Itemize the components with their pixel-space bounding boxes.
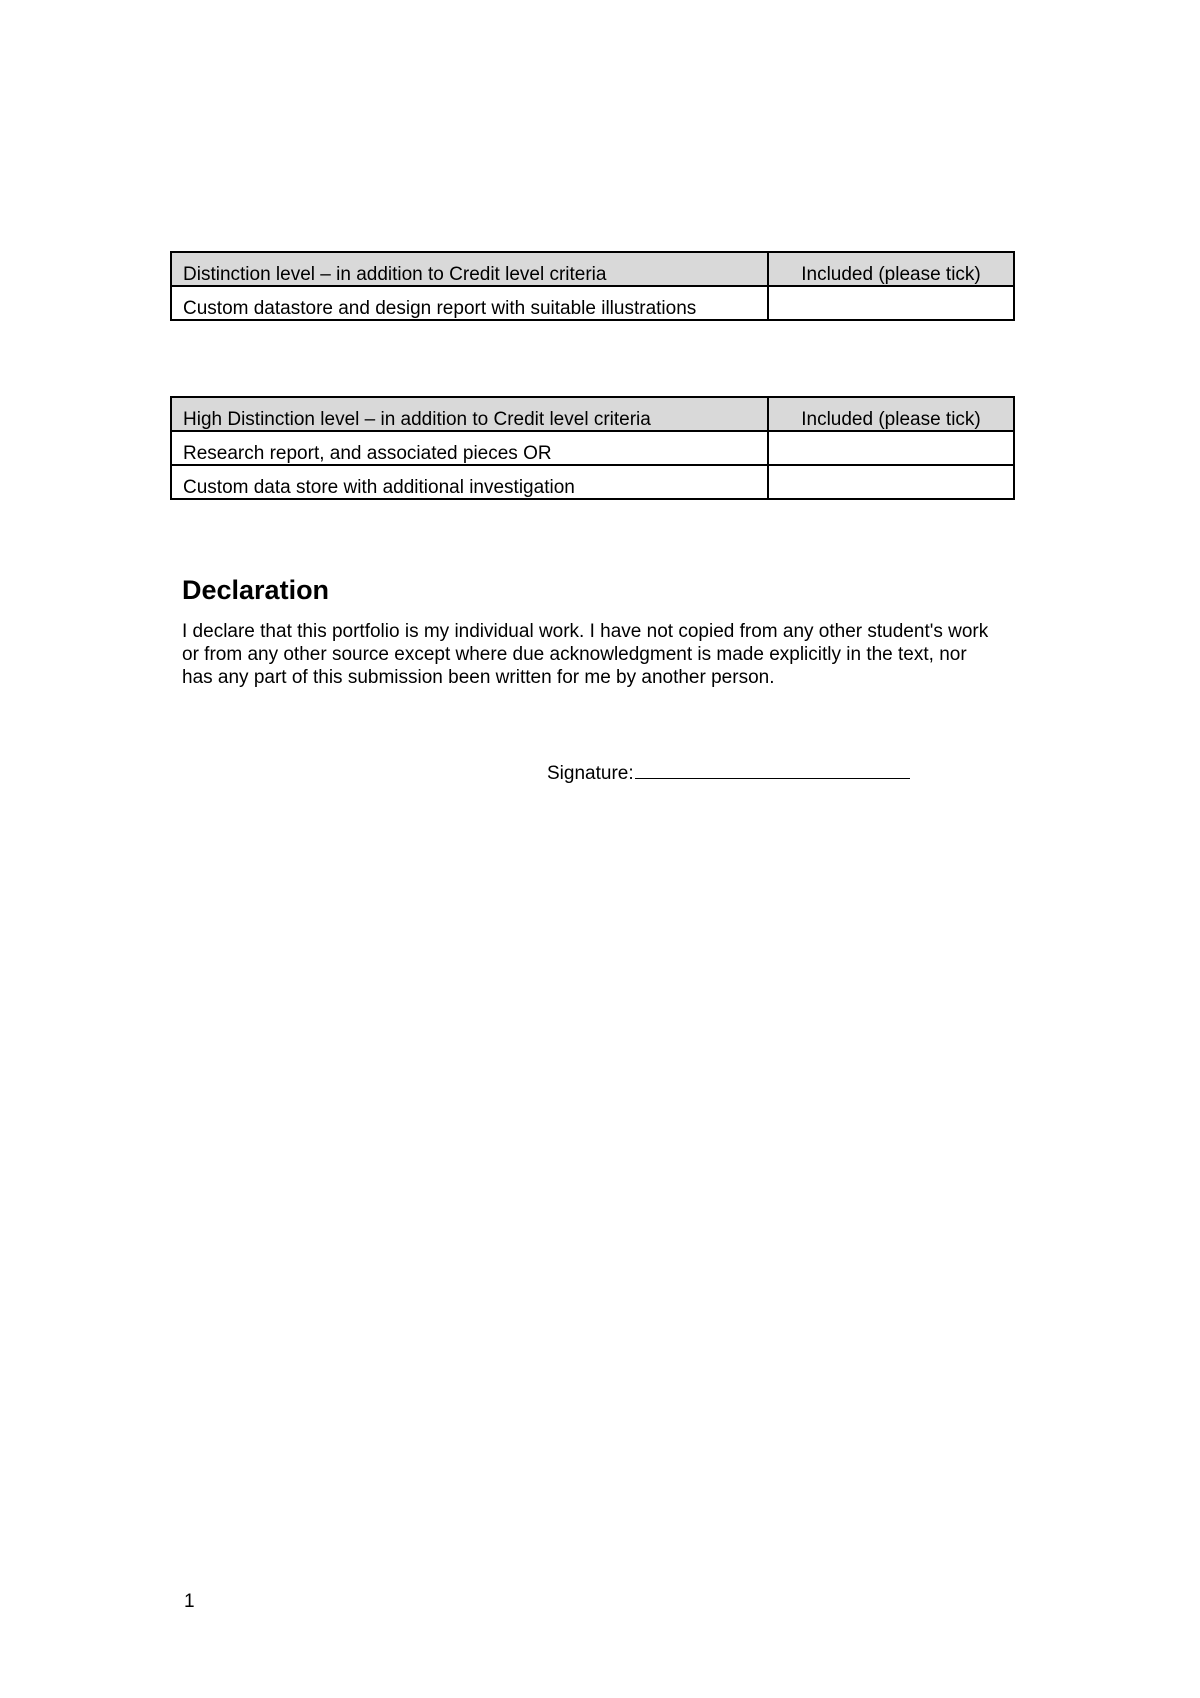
table-header-row: [171, 252, 1014, 286]
criteria-cell: Custom data store with additional investigation: [171, 465, 768, 499]
table-row: [171, 465, 1014, 499]
table-row: [171, 431, 1014, 465]
included-header-cell: Included (please tick): [768, 397, 1014, 431]
criteria-cell: Custom datastore and design report with suitable illustrations: [171, 286, 768, 320]
signature-block: [547, 760, 910, 785]
criteria-header-cell: High Distinction level – in addition to Credit level criteria: [171, 397, 768, 431]
table-header-row: [171, 397, 1014, 431]
page-number: 1: [184, 1591, 195, 1612]
included-header-cell: Included (please tick): [768, 252, 1014, 286]
signature-line[interactable]: [635, 760, 910, 779]
criteria-header-cell: Distinction level – in addition to Credit level criteria: [171, 252, 768, 286]
criteria-cell: Research report, and associated pieces OR: [171, 431, 768, 465]
high-distinction-criteria-table: [170, 396, 1015, 500]
signature-label: Signature:: [547, 763, 634, 784]
tick-box-cell[interactable]: [768, 431, 1014, 465]
tick-box-cell[interactable]: [768, 465, 1014, 499]
declaration-heading: Declaration: [182, 575, 330, 605]
tick-box-cell[interactable]: [768, 286, 1014, 320]
distinction-criteria-table: [170, 251, 1015, 321]
declaration-text: I declare that this portfolio is my individual work. I have not copied from any other student's work or from any other source except where due acknowledgment is made explicitly in the text, nor has any part of this submission been written for me by another person.: [182, 621, 989, 688]
table-row: [171, 286, 1014, 320]
